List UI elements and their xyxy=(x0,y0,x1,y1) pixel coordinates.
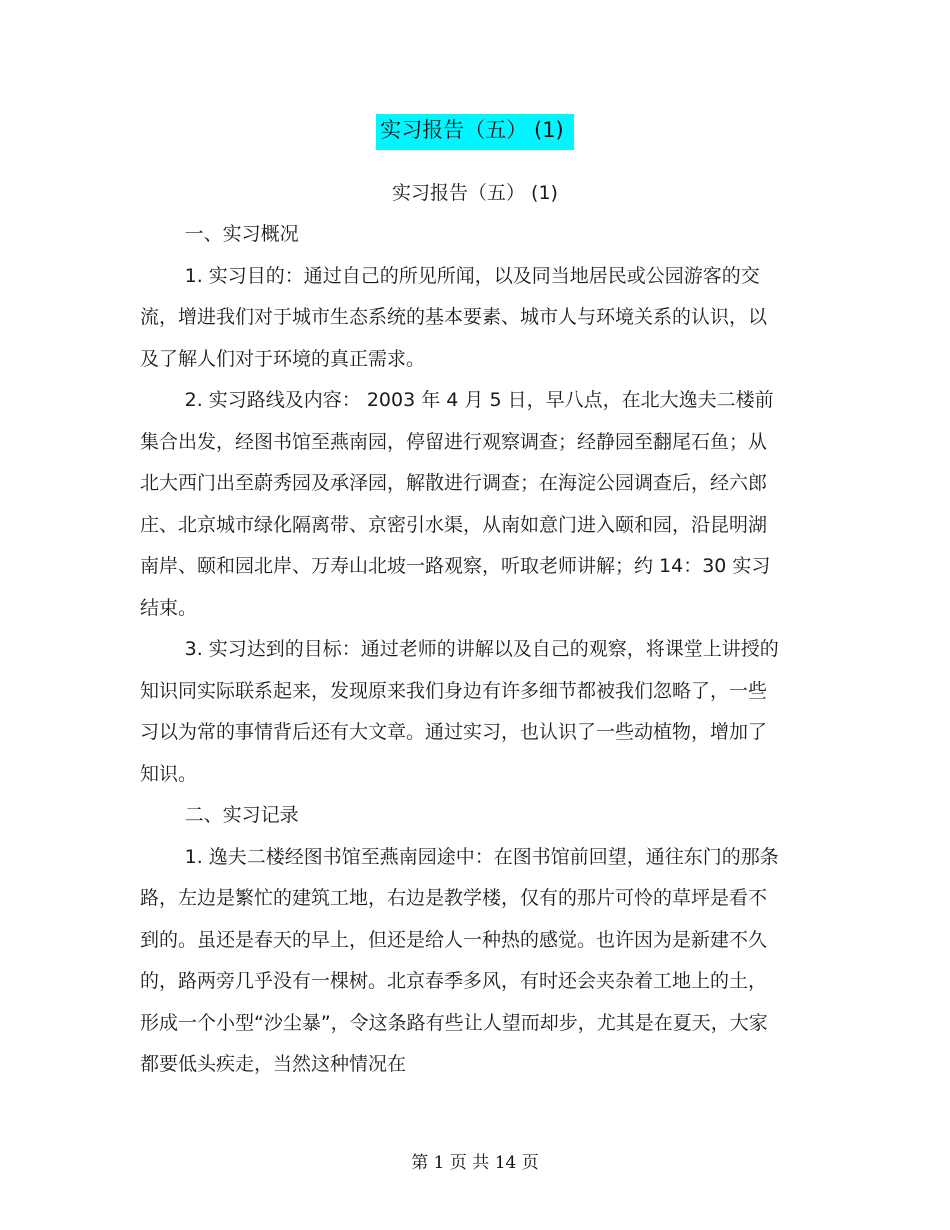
page-footer: 第 1 页 共 14 页 xyxy=(411,1153,539,1173)
document-subtitle: 实习报告（五） (1) xyxy=(392,182,558,204)
section-heading-overview: 一、实习概况 xyxy=(184,223,299,245)
paragraph-goals: 3. 实习达到的目标：通过老师的讲解以及自己的观察，将课堂上讲授的知识同实际联系起来，发现原来我们身边有许多细节都被我们忽略了，一些习以为常的事情背后还有大文章。通过实习，也认识了一些动植物，增加了知识。 xyxy=(140,638,779,785)
paragraph-route: 2. 实习路线及内容： 2003 年 4 月 5 日，早八点，在北大逸夫二楼前集合出发，经图书馆至燕南园，停留进行观察调查；经静园至翻尾石鱼；从北大西门出至蔚秀园及承泽园，解散进行调查；在海淀公园调查后，经六郎庄、北京城市绿化隔离带、京密引水渠，从南如意门进入颐和园，沿昆明湖南岸、颐和园北岸、万寿山北坡一路观察，听取老师讲解；约 14：30 实习结束。 xyxy=(140,389,774,619)
paragraph-purpose: 1. 实习目的：通过自己的所见所闻，以及同当地居民或公园游客的交流，增进我们对于城市生态系统的基本要素、城市人与环境关系的认识，以及了解人们对于环境的真正需求。 xyxy=(140,264,768,370)
section-heading-records: 二、实习记录 xyxy=(184,804,299,826)
title-block xyxy=(0,114,950,150)
document-title: 实习报告（五） (1) xyxy=(376,114,573,150)
document-body xyxy=(140,214,780,1086)
paragraph-record-1: 1. 逸夫二楼经图书馆至燕南园途中：在图书馆前回望，通往东门的那条路，左边是繁忙的建筑工地，右边是教学楼，仅有的那片可怜的草坪是看不到的。虽还是春天的早上，但还是给人一种热的感觉。也许因为是新建不久的，路两旁几乎没有一棵树。北京春季多风，有时还会夹杂着工地上的土，形成一个小型“沙尘暴”，令这条路有些让人望而却步，尤其是在夏天，大家都要低头疾走，当然这种情况在 xyxy=(140,845,779,1075)
